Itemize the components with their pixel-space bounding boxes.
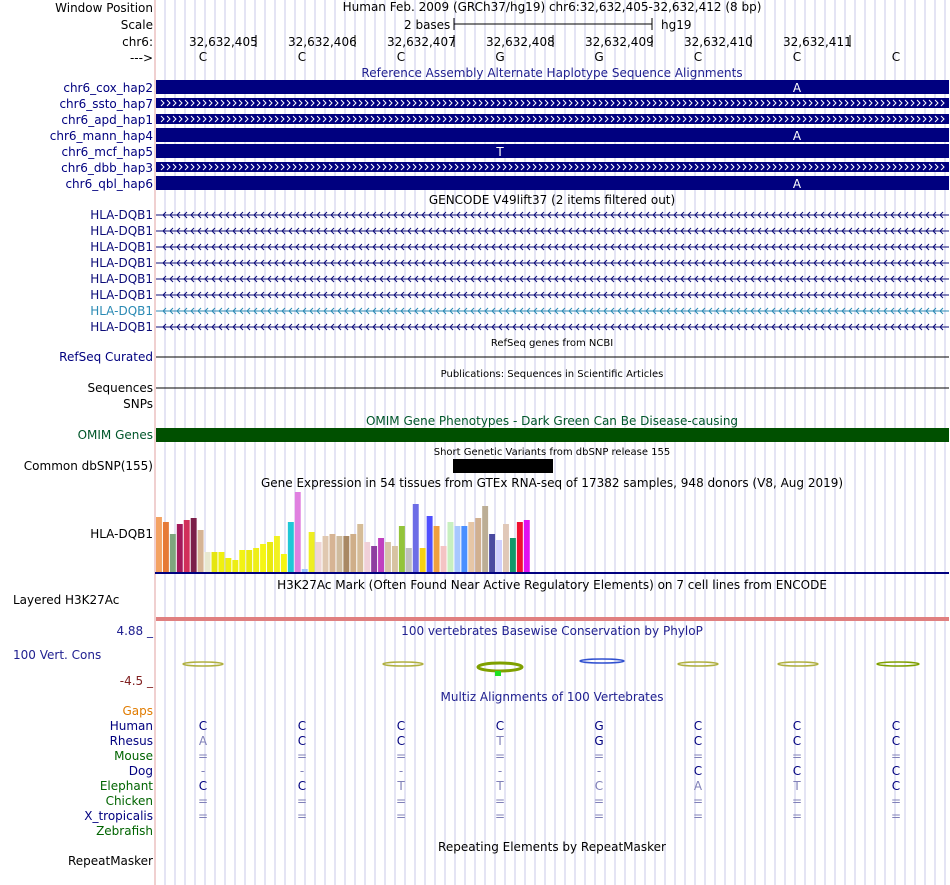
multiz-base: G bbox=[594, 719, 604, 733]
phylop-label[interactable]: 100 Vert. Cons bbox=[13, 648, 102, 662]
refseq-title: RefSeq genes from NCBI bbox=[490, 338, 614, 349]
multiz-base: T bbox=[793, 779, 801, 793]
gtex-bar bbox=[198, 530, 204, 572]
gtex-bar bbox=[524, 520, 530, 572]
multiz-base: = bbox=[692, 809, 704, 823]
multiz-base: = bbox=[395, 749, 407, 763]
multiz-base: = bbox=[197, 809, 209, 823]
multiz-base: C bbox=[792, 719, 802, 733]
multiz-base: = bbox=[791, 809, 803, 823]
gtex-bar bbox=[461, 526, 467, 572]
multiz-base: C bbox=[297, 719, 307, 733]
gtex-bar bbox=[239, 550, 245, 572]
multiz-base: = bbox=[692, 794, 704, 808]
gencode-transcript-label[interactable]: HLA-DQB1 bbox=[90, 224, 153, 238]
position-label: 32,632,411 bbox=[783, 35, 852, 49]
gtex-bar bbox=[177, 524, 183, 572]
gtex-bar bbox=[260, 544, 266, 572]
reference-base: C bbox=[693, 50, 703, 64]
gtex-bar bbox=[413, 504, 419, 572]
multiz-base: A bbox=[693, 779, 703, 793]
multiz-base: C bbox=[198, 719, 208, 733]
gtex-bar bbox=[302, 569, 308, 572]
gtex-bar bbox=[205, 552, 211, 572]
multiz-base: G bbox=[594, 734, 604, 748]
multiz-species-label[interactable]: Human bbox=[109, 719, 153, 733]
gtex-bar bbox=[489, 534, 495, 572]
alt-haplotype-base: A bbox=[792, 177, 802, 191]
multiz-base: = bbox=[494, 794, 506, 808]
multiz-base: C bbox=[792, 764, 802, 778]
h3k27ac-signal bbox=[156, 617, 949, 621]
gencode-transcript-label[interactable]: HLA-DQB1 bbox=[90, 288, 153, 302]
gtex-bar bbox=[378, 538, 384, 572]
multiz-base: = bbox=[494, 749, 506, 763]
multiz-base: C bbox=[396, 719, 406, 733]
gtex-bar bbox=[399, 526, 405, 572]
gtex-bar bbox=[371, 546, 377, 572]
window-position-text: Human Feb. 2009 (GRCh37/hg19) chr6:32,632,405-32,632,412 (8 bp) bbox=[342, 0, 762, 14]
h3k27ac-title: H3K27Ac Mark (Often Found Near Active Regulatory Elements) on 7 cell lines from ENCODE bbox=[277, 578, 827, 592]
gtex-bar bbox=[468, 522, 474, 572]
alt-haplotype-label[interactable]: chr6_mcf_hap5 bbox=[61, 145, 153, 159]
multiz-base: = bbox=[197, 749, 209, 763]
gtex-bar bbox=[218, 552, 224, 572]
gtex-bar bbox=[323, 536, 329, 572]
multiz-species-label[interactable]: Chicken bbox=[105, 794, 153, 808]
refseq-label[interactable]: RefSeq Curated bbox=[59, 350, 153, 364]
gtex-bar bbox=[420, 548, 426, 572]
alt-haplotype-base: T bbox=[496, 145, 504, 159]
alt-haplotypes-title: Reference Assembly Alternate Haplotype Sequence Alignments bbox=[361, 66, 743, 80]
gtex-bar bbox=[503, 524, 509, 572]
reference-base: C bbox=[396, 50, 406, 64]
multiz-species-label[interactable]: Dog bbox=[128, 764, 153, 778]
publications-label-snps[interactable]: SNPs bbox=[123, 397, 153, 411]
multiz-base: C bbox=[891, 719, 901, 733]
multiz-base: T bbox=[496, 734, 504, 748]
multiz-base: C bbox=[792, 734, 802, 748]
multiz-base: C bbox=[495, 719, 505, 733]
phylop-title: 100 vertebrates Basewise Conservation by PhyloP bbox=[401, 624, 703, 638]
gencode-transcript-label[interactable]: HLA-DQB1 bbox=[90, 304, 153, 318]
gencode-transcript-label[interactable]: HLA-DQB1 bbox=[90, 256, 153, 270]
multiz-base: C bbox=[297, 779, 307, 793]
multiz-base: = bbox=[197, 794, 209, 808]
multiz-base: = bbox=[593, 809, 605, 823]
gtex-bar bbox=[482, 506, 488, 572]
gtex-bar bbox=[441, 546, 447, 572]
gencode-title: GENCODE V49lift37 (2 items filtered out) bbox=[428, 193, 676, 207]
gtex-label[interactable]: HLA-DQB1 bbox=[90, 527, 153, 541]
gtex-bar bbox=[316, 542, 322, 572]
multiz-base: - bbox=[299, 764, 305, 778]
gtex-bar bbox=[406, 548, 412, 572]
gtex-bar bbox=[454, 526, 460, 572]
multiz-base: - bbox=[200, 764, 206, 778]
alt-haplotype-label[interactable]: chr6_qbl_hap6 bbox=[65, 177, 153, 191]
multiz-species-label[interactable]: X_tropicalis bbox=[84, 809, 153, 823]
gtex-bar bbox=[510, 538, 516, 572]
gtex-bar bbox=[212, 552, 218, 572]
multiz-base: = bbox=[296, 749, 308, 763]
multiz-base: C bbox=[891, 764, 901, 778]
phylop-score-glyph bbox=[383, 662, 423, 666]
gtex-bar bbox=[246, 550, 252, 572]
multiz-base: = bbox=[593, 749, 605, 763]
reference-base: G bbox=[495, 50, 505, 64]
gtex-bar bbox=[364, 542, 370, 572]
position-label: 32,632,409 bbox=[585, 35, 654, 49]
multiz-species-label[interactable]: Rhesus bbox=[109, 734, 153, 748]
gtex-bar bbox=[295, 492, 301, 572]
gtex-bar bbox=[336, 536, 342, 572]
alt-haplotype-label[interactable]: chr6_dbb_hap3 bbox=[61, 161, 153, 175]
multiz-base: = bbox=[692, 749, 704, 763]
gencode-transcript-label[interactable]: HLA-DQB1 bbox=[90, 240, 153, 254]
multiz-base: - bbox=[596, 764, 602, 778]
alt-haplotype-bar bbox=[156, 80, 949, 94]
gtex-bar bbox=[232, 560, 238, 572]
phylop-score-glyph bbox=[183, 662, 223, 666]
gtex-bar bbox=[184, 520, 190, 572]
alt-haplotype-bar bbox=[156, 128, 949, 142]
reference-base: G bbox=[594, 50, 604, 64]
multiz-base: C bbox=[693, 734, 703, 748]
omim-label[interactable]: OMIM Genes bbox=[77, 428, 153, 442]
gtex-bar bbox=[385, 542, 391, 572]
gtex-title: Gene Expression in 54 tissues from GTEx RNA-seq of 17382 samples, 948 donors (V8, Aug 2019) bbox=[260, 476, 844, 490]
multiz-base: C bbox=[693, 719, 703, 733]
multiz-base: C bbox=[198, 779, 208, 793]
repeatmasker-label[interactable]: RepeatMasker bbox=[67, 854, 153, 868]
multiz-base: = bbox=[593, 794, 605, 808]
alt-haplotype-label[interactable]: chr6_cox_hap2 bbox=[63, 81, 153, 95]
phylop-score-peak bbox=[495, 671, 501, 676]
multiz-base: - bbox=[497, 764, 503, 778]
multiz-base: = bbox=[296, 809, 308, 823]
multiz-species-label[interactable]: Zebrafish bbox=[96, 824, 153, 838]
multiz-base: C bbox=[891, 734, 901, 748]
multiz-base: = bbox=[890, 749, 902, 763]
gtex-bar bbox=[434, 526, 440, 572]
reference-base: C bbox=[297, 50, 307, 64]
gtex-bar bbox=[330, 534, 336, 572]
strand-label: ---> bbox=[129, 51, 153, 65]
multiz-base: - bbox=[398, 764, 404, 778]
omim-bar bbox=[156, 428, 949, 442]
phylop-score-glyph bbox=[678, 662, 718, 666]
multiz-base: T bbox=[397, 779, 405, 793]
multiz-gaps-label: Gaps bbox=[122, 704, 153, 718]
alt-haplotype-bar bbox=[156, 176, 949, 190]
multiz-base: C bbox=[297, 734, 307, 748]
gtex-bar bbox=[392, 546, 398, 572]
publications-title: Publications: Sequences in Scientific Articles bbox=[440, 369, 664, 380]
alt-haplotype-label[interactable]: chr6_ssto_hap7 bbox=[59, 97, 153, 111]
dbsnp-variant bbox=[453, 459, 553, 473]
phylop-score-glyph bbox=[580, 659, 624, 663]
scale-label: Scale bbox=[120, 18, 153, 32]
gtex-bar bbox=[496, 540, 502, 572]
window-position-label: Window Position bbox=[55, 1, 153, 15]
alt-haplotype-base: A bbox=[792, 129, 802, 143]
position-label: 32,632,405 bbox=[189, 35, 258, 49]
position-label: 32,632,410 bbox=[684, 35, 753, 49]
gencode-transcript-label[interactable]: HLA-DQB1 bbox=[90, 208, 153, 222]
gtex-bar bbox=[170, 534, 176, 572]
multiz-base: = bbox=[296, 794, 308, 808]
gtex-bar bbox=[350, 534, 356, 572]
reference-base: C bbox=[792, 50, 802, 64]
multiz-species-label[interactable]: Mouse bbox=[114, 749, 153, 763]
phylop-score-glyph bbox=[877, 662, 919, 666]
assembly-label: hg19 bbox=[661, 18, 692, 32]
multiz-base: C bbox=[891, 779, 901, 793]
multiz-base: = bbox=[890, 809, 902, 823]
multiz-base: = bbox=[395, 794, 407, 808]
publications-label-sequences[interactable]: Sequences bbox=[87, 381, 153, 395]
gtex-bar bbox=[427, 516, 433, 572]
h3k27ac-label[interactable]: Layered H3K27Ac bbox=[13, 593, 120, 607]
multiz-base: = bbox=[395, 809, 407, 823]
multiz-base: C bbox=[396, 734, 406, 748]
multiz-base: = bbox=[494, 809, 506, 823]
alt-haplotype-label[interactable]: chr6_mann_hap4 bbox=[49, 129, 153, 143]
gtex-bar bbox=[267, 542, 273, 572]
position-label: 32,632,408 bbox=[486, 35, 555, 49]
repeatmasker-title: Repeating Elements by RepeatMasker bbox=[438, 840, 666, 854]
gtex-bar bbox=[191, 518, 197, 572]
chrom-label: chr6: bbox=[122, 35, 153, 49]
multiz-species-label[interactable]: Elephant bbox=[99, 779, 153, 793]
gtex-bar bbox=[225, 558, 231, 572]
phylop-max-label: 4.88 _ bbox=[116, 624, 153, 638]
scale-text: 2 bases bbox=[404, 18, 451, 32]
gtex-bar bbox=[288, 522, 294, 572]
multiz-title: Multiz Alignments of 100 Vertebrates bbox=[440, 690, 664, 704]
position-label: 32,632,407 bbox=[387, 35, 456, 49]
multiz-base: A bbox=[198, 734, 208, 748]
alt-haplotype-base: A bbox=[792, 81, 802, 95]
multiz-base: T bbox=[496, 779, 504, 793]
position-label: 32,632,406 bbox=[288, 35, 357, 49]
multiz-base: = bbox=[791, 749, 803, 763]
omim-title: OMIM Gene Phenotypes - Dark Green Can Be Disease-causing bbox=[365, 414, 739, 428]
gtex-bar bbox=[281, 554, 287, 572]
gencode-transcript-label[interactable]: HLA-DQB1 bbox=[90, 320, 153, 334]
reference-base: C bbox=[198, 50, 208, 64]
gencode-transcript-label[interactable]: HLA-DQB1 bbox=[90, 272, 153, 286]
gtex-bar bbox=[343, 536, 349, 572]
multiz-base: = bbox=[890, 794, 902, 808]
phylop-score-glyph bbox=[778, 662, 818, 666]
phylop-min-label: -4.5 _ bbox=[119, 674, 153, 688]
reference-base: C bbox=[891, 50, 901, 64]
multiz-base: = bbox=[791, 794, 803, 808]
multiz-base: C bbox=[693, 764, 703, 778]
gtex-bar bbox=[253, 548, 259, 572]
gtex-bar bbox=[447, 522, 453, 572]
gtex-bar bbox=[156, 517, 162, 572]
multiz-base: C bbox=[594, 779, 604, 793]
gtex-bar bbox=[274, 536, 280, 572]
gtex-bar bbox=[163, 522, 169, 572]
dbsnp-title: Short Genetic Variants from dbSNP release 155 bbox=[433, 447, 671, 458]
gtex-bar bbox=[309, 532, 315, 572]
gtex-bar bbox=[517, 522, 523, 572]
alt-haplotype-bar bbox=[156, 144, 949, 158]
gtex-bar bbox=[475, 518, 481, 572]
gtex-bar bbox=[357, 524, 363, 572]
dbsnp-label[interactable]: Common dbSNP(155) bbox=[23, 459, 153, 473]
alt-haplotype-label[interactable]: chr6_apd_hap1 bbox=[61, 113, 153, 127]
